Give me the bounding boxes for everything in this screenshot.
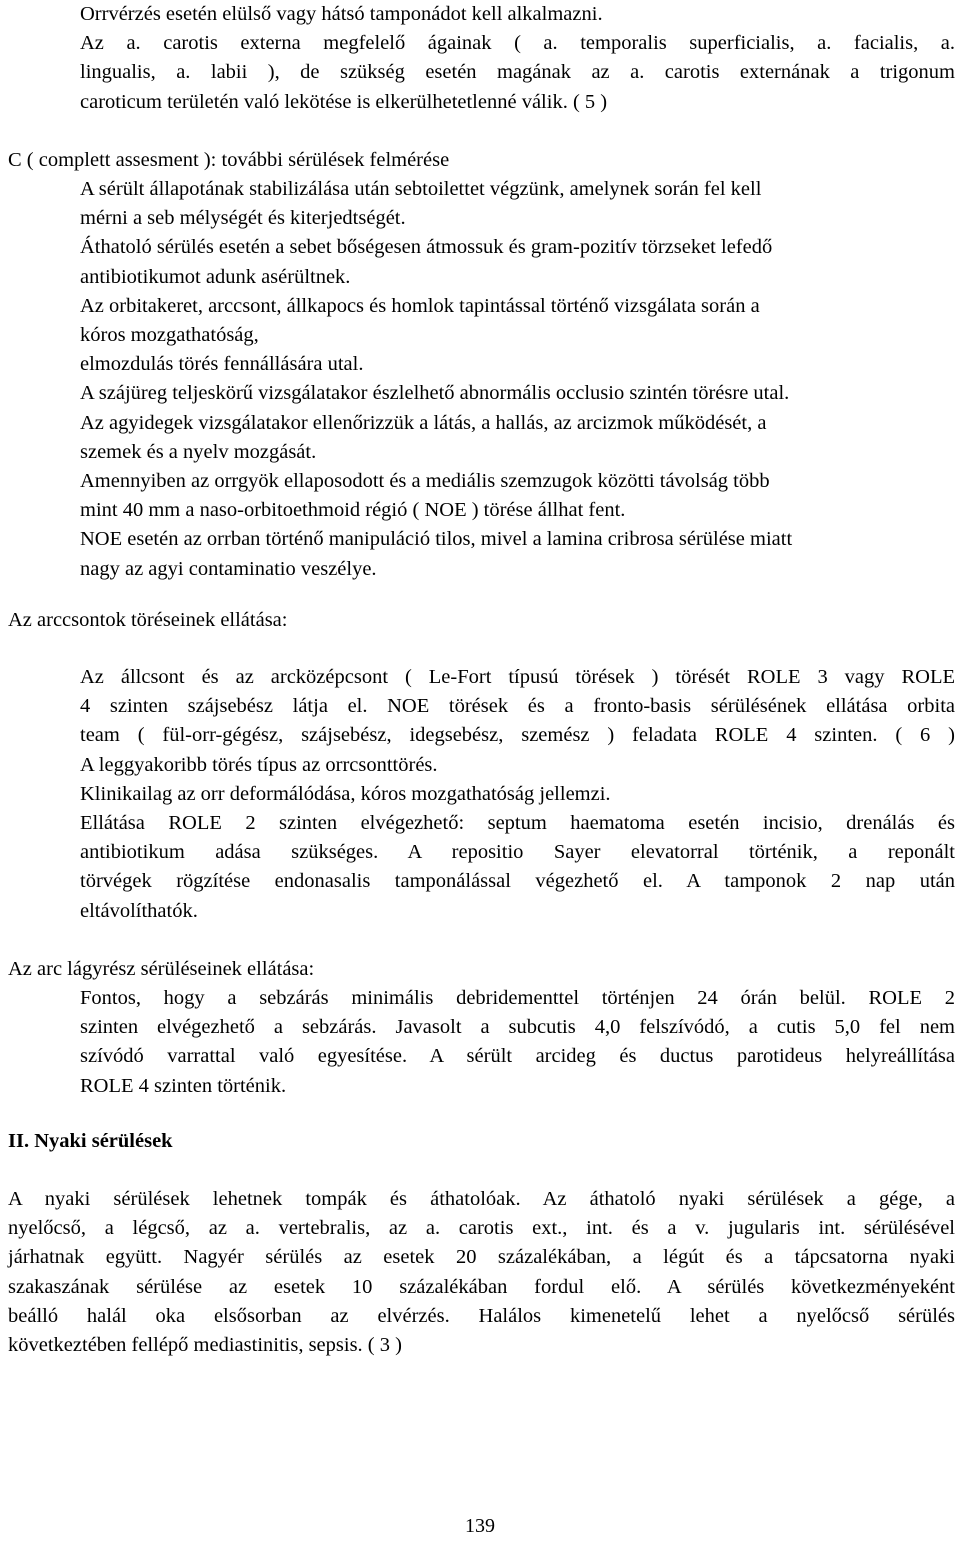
text-line: A sérült állapotának stabilizálása után sebtoilettet végzünk, amelynek során fel kell	[80, 178, 762, 200]
text-line: antibiotikumot adunk asérültnek.	[80, 265, 351, 288]
text-line: Az agyidegek vizsgálatakor ellenőrizzük a látás, a hallás, az arcizmok működését, a	[80, 411, 767, 434]
text-line: elmozdulás törés fennállására utal.	[80, 353, 364, 376]
text-line: Amennyiben az orrgyök ellaposodott és a mediális szemzugok közötti távolság több	[80, 470, 770, 493]
text-line: mint 40 mm a naso-orbitoethmoid régió ( NOE ) törése állhat fent.	[80, 499, 626, 522]
lagyresz-heading: Az arc lágyrész sérüléseinek ellátása:	[8, 958, 315, 980]
text-line: Orrvérzés esetén elülső vagy hátsó tamponádot kell alkalmazni.	[80, 3, 603, 25]
text-line: A szájüreg teljeskörű vizsgálatakor észlelhető abnormális occlusio szintén törésre utal.	[80, 382, 790, 405]
text-line: következtében fellépő mediastinitis, sepsis. ( 3 )	[8, 1334, 402, 1357]
text-line: Fontos, hogy a sebzárás minimális debridementtel történjen 24 órán belül. ROLE 2	[80, 987, 955, 1009]
text-line: lingualis, a. labii ), de szükség esetén magának az a. carotis externának a trigonum	[80, 61, 955, 84]
text-line: antibiotikum adása szükséges. A repositio Sayer elevatorral történik, a reponált	[80, 841, 955, 864]
text-line: nagy az agyi contaminatio veszélye.	[80, 557, 377, 580]
text-line: szemek és a nyelv mozgását.	[80, 440, 317, 463]
text-line: kóros mozgathatóság,	[80, 324, 259, 347]
lagyresz-body	[80, 984, 955, 1101]
text-line: Ellátása ROLE 2 szinten elvégezhető: septum haematoma esetén incisio, drenálás és	[80, 812, 955, 835]
text-line: Az a. carotis externa megfelelő ágainak ( a. temporalis superficialis, a. facialis, a.	[80, 32, 955, 55]
text-line: caroticum területén való lekötése is elkerülhetetlenné válik. ( 5 )	[80, 90, 608, 113]
nyaki-heading: II. Nyaki sérülések	[8, 1130, 173, 1152]
text-line: nyelőcső, a légcső, az a. vertebralis, az a. carotis ext., int. és a v. jugularis int. sérülésével	[8, 1217, 955, 1240]
text-line: szinten elvégezhető a sebzárás. Javasolt a subcutis 4,0 felszívódó, a cutis 5,0 fel nem	[80, 1016, 955, 1039]
text-line: Áthatoló sérülés esetén a sebet bőségesen átmossuk és gram-pozitív törzseket lefedő	[80, 236, 773, 259]
text-line: ROLE 4 szinten történik.	[80, 1074, 287, 1097]
section-c-body	[80, 175, 955, 584]
text-line: Az orbitakeret, arccsont, állkapocs és homlok tapintással történő vizsgálata során a	[80, 294, 760, 317]
text-line: A leggyakoribb törés típus az orrcsonttörés.	[80, 753, 438, 776]
text-line: beálló halál oka elsősorban az elvérzés. Halálos kimenetelű lehet a nyelőcső sérülés	[8, 1304, 955, 1327]
text-line: szívódó varrattal való egyesítése. A sérült arcideg és ductus parotideus helyreállítása	[80, 1045, 955, 1068]
nyaki-body	[8, 1185, 955, 1360]
page-number: 139	[465, 1515, 495, 1537]
text-line: NOE esetén az orrban történő manipuláció tilos, mivel a lamina cribrosa sérülése miatt	[80, 528, 793, 551]
arccsont-body	[80, 663, 955, 926]
text-line: team ( fül-orr-gégész, szájsebész, idegsebész, szemész ) feladata ROLE 4 szinten. ( 6 )	[80, 724, 955, 747]
text-line: mérni a seb mélységét és kiterjedtségét.	[80, 207, 406, 230]
text-line: A nyaki sérülések lehetnek tompák és áthatolóak. Az áthatoló nyaki sérülések a gége, a	[8, 1188, 955, 1210]
text-line: Klinikailag az orr deformálódása, kóros mozgathatóság jellemzi.	[80, 782, 611, 805]
text-line: Az állcsont és az arcközépcsont ( Le-Fort típusú törések ) törését ROLE 3 vagy ROLE	[80, 666, 955, 688]
text-line: eltávolíthatók.	[80, 899, 198, 922]
arccsont-heading: Az arccsontok töréseinek ellátása:	[8, 609, 288, 631]
text-line: 4 szinten szájsebész látja el. NOE törések és a fronto-basis sérülésének ellátása orbita	[80, 695, 955, 718]
text-line: szakaszának sérülése az esetek 10 százalékában fordul elő. A sérülés következményeként	[8, 1275, 955, 1298]
section-c-heading: C ( complett assesment ): további sérülések felmérése	[8, 149, 450, 171]
text-line: járhatnak együtt. Nagyér sérülés az esetek 20 százalékában, a légút és a tápcsatorna nyaki	[8, 1246, 955, 1269]
carotis-paragraph	[80, 0, 955, 117]
text-line: törvégek rögzítése endonasalis tamponálással végezhető el. A tamponok 2 nap után	[80, 870, 955, 893]
